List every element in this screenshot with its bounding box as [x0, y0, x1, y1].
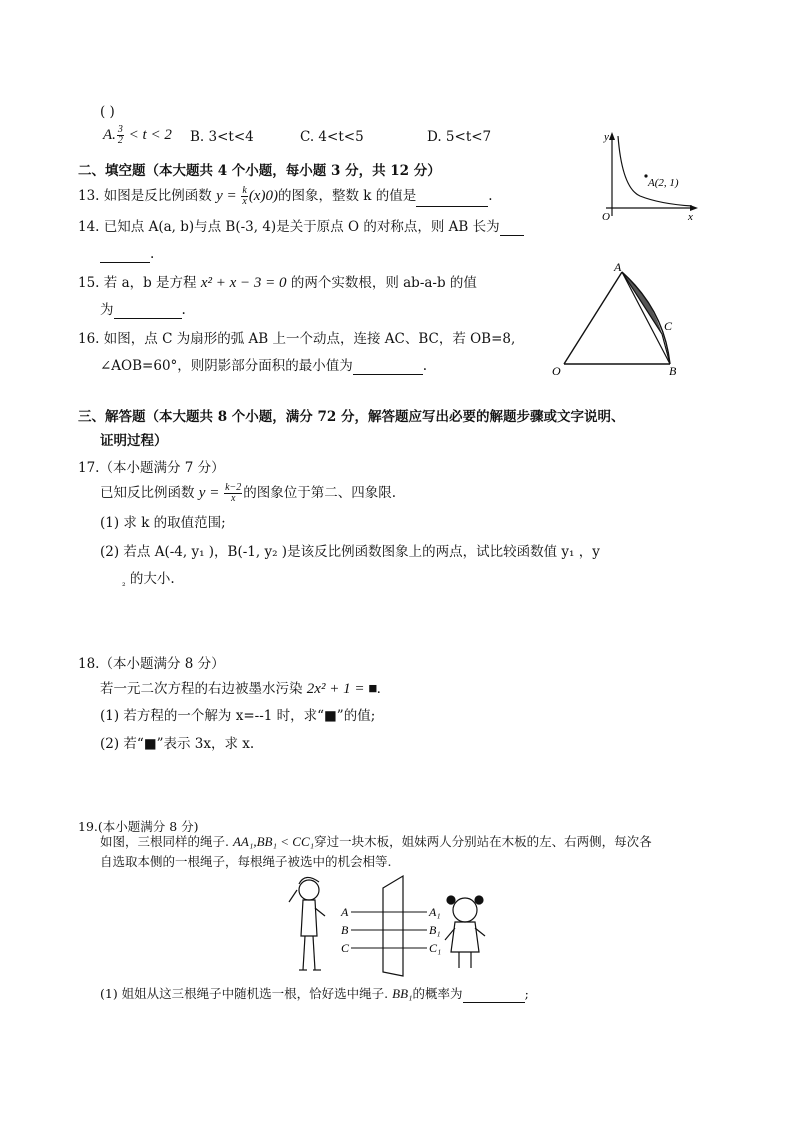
ropes-figure	[285, 868, 495, 980]
hyperbola-graph	[600, 128, 700, 220]
option-a-prefix: A.	[103, 127, 116, 143]
q15-answer-blank[interactable]	[114, 304, 182, 319]
q18-text: 若一元二次方程的右边被墨水污染	[100, 681, 307, 697]
graph13-y-label: y	[604, 131, 609, 143]
graph13-x-label: x	[688, 211, 693, 220]
q14-answer-blank-part1[interactable]	[500, 221, 524, 236]
q14-text: 已知点 A(a, b)与点 B(-3, 4)是关于原点 O 的对称点，则 AB 长为	[103, 219, 500, 235]
segment-ab	[622, 272, 670, 364]
q15-line2-text: 为	[100, 302, 114, 318]
wood-board	[383, 876, 403, 976]
segment-ac	[622, 272, 662, 334]
q19-part1-rope: BB₁	[392, 986, 413, 1001]
q17-fraction: $\frac{k-2}{x}$	[225, 482, 242, 504]
q16-line2-text: ∠AOB=60°，则阴影部分面积的最小值为	[100, 358, 353, 374]
point-a-label: A	[614, 260, 622, 274]
q19-part1-answer-blank[interactable]	[463, 988, 525, 1003]
q13-text-a: 如图是反比例函数	[103, 188, 217, 204]
rope-label-b: B	[341, 923, 349, 937]
q19-text-a: 如图，三根同样的绳子.	[100, 834, 233, 849]
option-d: D. 5<t<7	[427, 129, 492, 145]
section3-heading-line2: 证明过程）	[100, 433, 168, 449]
q14-end: .	[150, 246, 155, 262]
q16-line2	[100, 357, 427, 375]
q16-answer-blank[interactable]	[353, 360, 423, 375]
q19-ropes: AA₁,BB₁ < CC₁	[232, 834, 315, 849]
q14-line2	[100, 245, 154, 263]
q13-y-eq: y =	[216, 188, 241, 204]
section3-heading: 三、解答题（本大题共 8 个小题，满分 72 分，解答题应写出必要的解题步骤或文字说明、	[78, 409, 625, 425]
graph13-curve	[618, 136, 692, 206]
left-girl-figure	[289, 877, 325, 970]
q13-text-b: 的图象，整数 k 的值是	[277, 188, 417, 204]
rope-label-b1: B₁	[429, 923, 441, 937]
q16-end: .	[422, 358, 428, 374]
q17-text-b: 的图象位于第二、四象限.	[243, 485, 397, 501]
rope-label-a1: A₁	[429, 905, 441, 919]
q19-part1-end: ;	[524, 986, 529, 1001]
section2-heading: 二、填空题（本大题共 4 个小题，每小题 3 分，共 12 分）	[78, 163, 441, 179]
point-b-label: B	[669, 364, 677, 378]
q15-text-a: 若 a，b 是方程	[103, 275, 201, 291]
rope-label-c: C	[341, 941, 350, 955]
q16-number: 16.	[78, 331, 100, 347]
q19-part1	[100, 985, 529, 1003]
rope-label-c1: C₁	[429, 941, 442, 955]
q14-number: 14.	[78, 219, 100, 235]
graph13-y-arrow	[609, 132, 615, 140]
option-a-rest: < t < 2	[124, 127, 172, 143]
q18-part2: (2) 若“■”表示 3x，求 x.	[100, 736, 255, 752]
q15-text-b: 的两个实数根，则 ab-a-b 的值	[286, 275, 477, 291]
q15	[78, 274, 477, 292]
q13-answer-blank[interactable]	[416, 192, 488, 207]
q15-end: .	[181, 302, 186, 318]
option-b: B. 3<t<4	[190, 129, 254, 145]
answer-parentheses: ( )	[100, 104, 115, 120]
q17-text-a: 已知反比例函数	[100, 485, 199, 501]
q13-number: 13.	[78, 188, 100, 204]
q19-text-b: 穿过一块木板，姐妹两人分别站在木板的左、右两侧，每次各	[314, 834, 652, 849]
q15-line2	[100, 301, 186, 319]
rope-label-a: A	[341, 905, 349, 919]
option-a-fraction: $\frac{3}{2}$	[117, 124, 123, 146]
right-girl-figure	[445, 896, 485, 968]
q17-part1: (1) 求 k 的取值范围;	[100, 515, 226, 531]
segment-bc	[662, 334, 670, 364]
q16	[78, 330, 515, 348]
q17-part2-tail-text: 的大小.	[125, 571, 175, 587]
q17-part2-tail-sub: ₂	[122, 579, 126, 589]
q13-end: .	[488, 188, 493, 204]
q17-part2: (2) 若点 A(-4, y₁ )，B(-1, y₂ )是该反比例函数图象上的两点，试比较函数值 y₁ ，y	[100, 544, 600, 560]
q14	[78, 218, 524, 236]
q19-part1-text-a: (1) 姐姐从这三根绳子中随机选一根，恰好选中绳子.	[100, 986, 393, 1001]
option-c: C. 4<t<5	[300, 129, 364, 145]
q18-part1: (1) 若方程的一个解为 x=--1 时，求“■”的值;	[100, 708, 376, 724]
q17-statement	[100, 483, 396, 504]
graph13-origin-label: O	[602, 211, 610, 220]
sector-figure	[548, 258, 688, 378]
option-a	[103, 125, 172, 146]
q13-condition: (x)0)	[248, 188, 278, 204]
graph13-point-label: A(2, 1)	[648, 177, 679, 189]
q16-text: 如图，点 C 为扇形的弧 AB 上一个动点，连接 AC、BC，若 OB=8,	[103, 331, 516, 347]
q19-part1-text-b: 的概率为	[412, 986, 463, 1001]
q19-statement	[100, 833, 652, 851]
q15-number: 15.	[78, 275, 100, 291]
q13-fraction: $\frac{k}{x}$	[242, 185, 247, 207]
q18-statement	[100, 680, 381, 698]
q17-y-eq: y =	[198, 485, 224, 501]
q13	[78, 186, 493, 207]
q18-header: 18.（本小题满分 8 分）	[78, 656, 225, 672]
q17-part2-tail	[122, 570, 175, 593]
segment-oa	[564, 272, 622, 364]
q19-header: 19.(本小题满分 8 分)	[78, 819, 199, 834]
q15-equation: x² + x − 3 = 0	[200, 275, 287, 291]
q19-line2: 自选取本侧的一根绳子，每根绳子被选中的机会相等.	[100, 854, 392, 869]
point-o-label: O	[552, 364, 561, 378]
point-c-label: C	[664, 319, 673, 333]
q18-equation: 2x² + 1 = ■.	[306, 681, 382, 697]
q14-answer-blank-part2[interactable]	[100, 248, 150, 263]
q17-header: 17.（本小题满分 7 分）	[78, 460, 225, 476]
